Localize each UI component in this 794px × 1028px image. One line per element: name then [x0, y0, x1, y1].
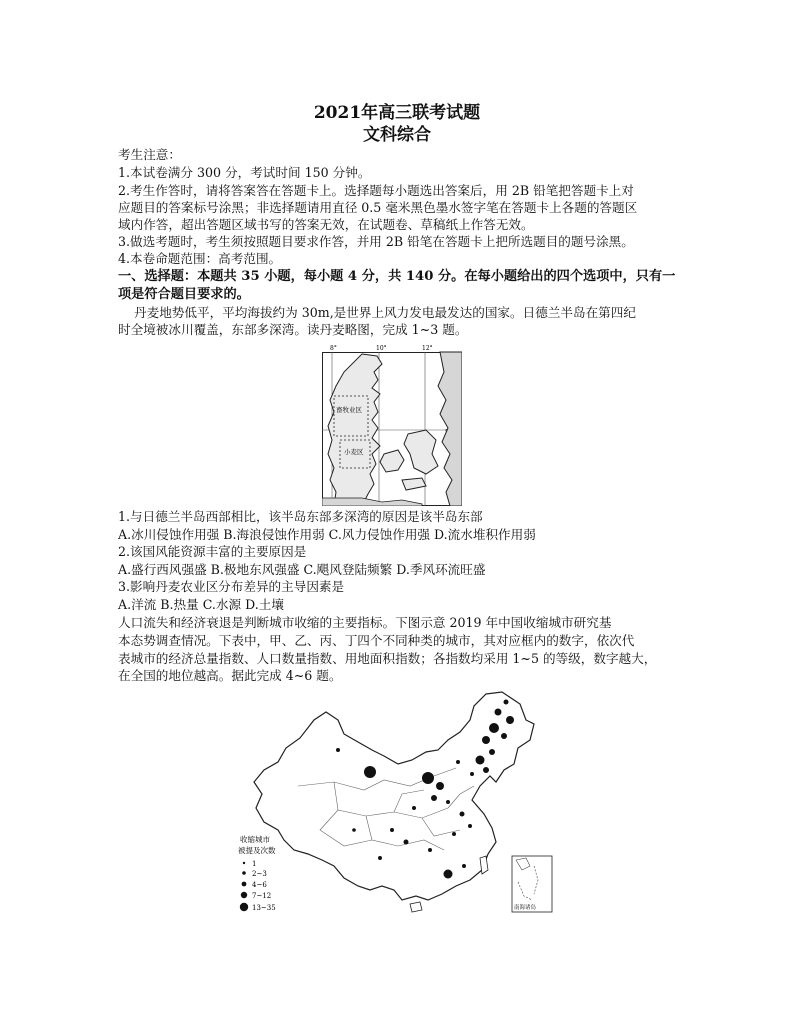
city-dot: [452, 832, 456, 836]
passage-2-line-3: 表城市的经济总量指数、人口数量指数、用地面积指数；各指数均采用 1~5 的等级，数字越大，: [118, 651, 657, 666]
city-dot: [470, 772, 474, 776]
city-dot: [489, 723, 499, 733]
city-dot: [482, 736, 490, 744]
notice-heading: 考生注意：: [118, 147, 181, 162]
city-dot: [428, 848, 432, 852]
notice-line-4: 域内作答，超出答题区域书写的答案无效，在试题卷、草稿纸上作答无效。: [118, 217, 534, 232]
city-dot: [483, 767, 489, 773]
city-dot: [504, 700, 509, 705]
legend-label-5: 13~35: [252, 904, 276, 912]
exam-title: 2021年高三联考试题: [313, 103, 481, 123]
city-dot: [390, 828, 394, 832]
city-dot: [422, 772, 434, 784]
legend-label-4: 7~12: [252, 892, 272, 900]
passage-2-line-2: 本态势调查情况。下表中，甲、乙、丙、丁四个不同种类的城市，其对应框内的数字，依次代: [118, 633, 635, 648]
legend-title-1: 收缩城市: [240, 835, 270, 844]
section-heading-line-2: 项是符合题目要求的。: [118, 287, 250, 302]
denmark-map: [322, 342, 462, 506]
city-dot: [436, 782, 444, 790]
passage-2-line-4: 在全国的地位越高。据此完成 4~6 题。: [118, 668, 342, 683]
city-dot: [446, 800, 450, 804]
hainan-island: [410, 902, 422, 912]
inset-frame: [512, 856, 552, 912]
notice-line-3: 应题目的答案标号涂黑；非选择题请用直径 0.5 毫米黑色墨水签字笔在答题卡上各题的答题区: [118, 200, 638, 215]
notice-line-6: 4.本卷命题范围：高考范围。: [118, 251, 282, 266]
city-dot: [456, 760, 460, 764]
city-dot: [431, 795, 437, 801]
intro-line-1: 丹麦地势低平，平均海拔约为 30m,是世界上风力发电最发达的国家。日德兰半岛在第四纪: [134, 305, 636, 320]
question-3: 3.影响丹麦农业区分布差异的主导因素是: [118, 579, 345, 594]
notice-line-1: 1.本试卷满分 300 分，考试时间 150 分钟。: [118, 165, 371, 180]
legend-dot-1: [243, 862, 245, 864]
notice-line-2: 2.考生作答时，请将答案答在答题卡上。选择题每小题选出答案后，用 2B 铅笔把答题卡上对: [118, 183, 634, 198]
city-dot: [336, 748, 340, 752]
exam-subtitle: 文科综合: [363, 125, 431, 145]
lon-label-8: 8°: [330, 345, 337, 352]
city-dot: [468, 824, 472, 828]
question-2-options: A.盛行西风强盛 B.极地东风强盛 C.飓风登陆频繁 D.季风环流旺盛: [118, 562, 486, 577]
question-1: 1.与日德兰半岛西部相比，该半岛东部多深湾的原因是该半岛东部: [118, 509, 483, 524]
legend-dot-2: [242, 871, 246, 875]
section-heading-line-1: 一、选择题：本题共 35 小题，每小题 4 分，共 140 分。在每小题给出的四个选项中，只有一: [118, 269, 676, 284]
city-dot: [378, 856, 382, 860]
inset-label: 南海诸岛: [514, 905, 537, 911]
city-dot: [364, 766, 376, 778]
lon-label-12: 12°: [422, 345, 433, 352]
map-legend: [238, 834, 276, 912]
city-dot: [476, 756, 485, 765]
notice-line-5: 3.做选考题时，考生须按照题目要求作答，并用 2B 铅笔在答题卡上把所选题目的题号涂黑。: [118, 234, 634, 249]
legend-dot-5: [240, 903, 248, 911]
city-dot: [506, 716, 514, 724]
city-dot: [444, 870, 453, 879]
city-dot: [462, 864, 466, 868]
legend-label-2: 2~3: [252, 870, 267, 878]
question-1-options: A.冰川侵蚀作用强 B.海浪侵蚀作用弱 C.风力侵蚀作用强 D.流水堆积作用弱: [118, 527, 536, 542]
legend-label-1: 1: [252, 860, 257, 868]
question-2: 2.该国风能资源丰富的主要原因是: [118, 544, 307, 559]
city-dot: [495, 709, 502, 716]
legend-dot-4: [241, 892, 247, 898]
legend-dot-3: [242, 882, 247, 887]
legend-label-3: 4~6: [252, 881, 267, 889]
lon-label-10: 10°: [376, 345, 387, 352]
city-dot: [489, 749, 495, 755]
livestock-region-label: 畜牧业区: [336, 406, 362, 414]
intro-line-2: 时全境被冰川覆盖，东部多深湾。读丹麦略图，完成 1~3 题。: [118, 322, 468, 337]
legend-title-2: 被提及次数: [238, 846, 276, 855]
city-dot: [460, 812, 465, 817]
wheat-region-label: 小麦区: [344, 448, 364, 456]
passage-2-line-1: 人口流失和经济衰退是判断城市收缩的主要指标。下图示意 2019 年中国收缩城市研究基: [118, 615, 612, 630]
china-shrinking-cities-map: [234, 690, 560, 914]
south-china-sea-inset: [512, 856, 552, 912]
question-3-options: A.洋流 B.热量 C.水源 D.土壤: [118, 597, 284, 612]
city-dot: [412, 806, 416, 810]
city-dot: [501, 733, 507, 739]
city-dot: [404, 840, 409, 845]
china-outline: [254, 692, 534, 900]
city-dot: [352, 828, 356, 832]
